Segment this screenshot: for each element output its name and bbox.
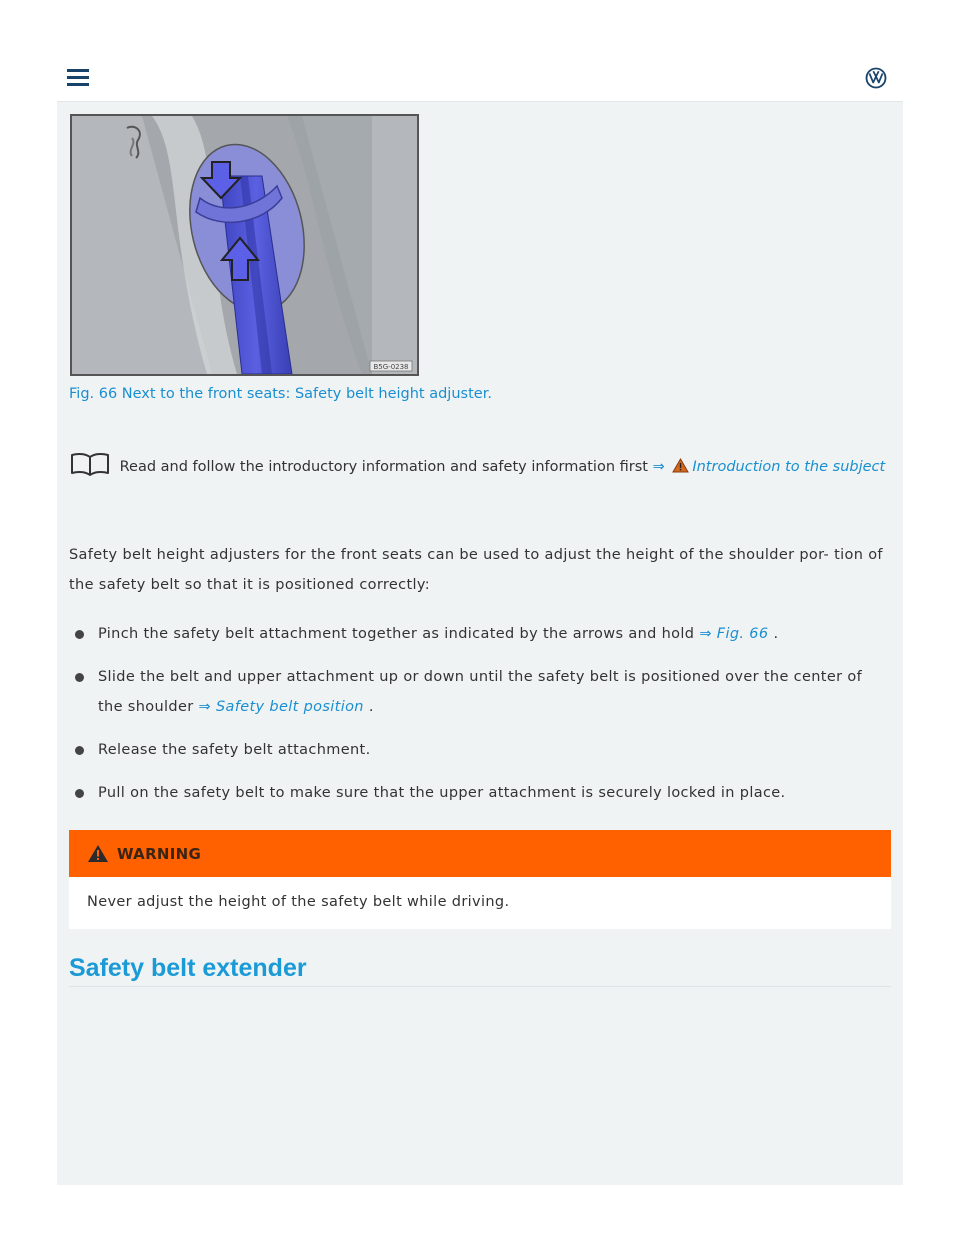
section-divider <box>69 986 891 987</box>
description-paragraph: Safety belt height adjusters for the front seats can be used to adjust the height of the shoulder por- tion of the safety belt so that it is positioned correctly: <box>69 547 883 593</box>
warning-triangle-icon <box>672 456 689 483</box>
vw-logo-icon[interactable] <box>865 67 887 89</box>
belt-adjuster-figure <box>70 114 419 376</box>
section-title: Safety belt extender <box>69 954 307 982</box>
book-icon <box>69 452 111 486</box>
list-item: Pinch the safety belt attachment together as indicated by the arrows and hold ⇒ Fig. 66 . <box>69 619 889 649</box>
warning-title: WARNING <box>117 844 202 863</box>
list-item: Release the safety belt attachment. <box>69 735 889 765</box>
warning-box <box>69 830 891 929</box>
intro-arrow: ⇒ <box>652 459 665 475</box>
intro-note <box>69 452 889 486</box>
top-bar <box>57 55 903 102</box>
figure-code: B5G-0238 <box>373 363 409 371</box>
warning-icon <box>87 844 109 863</box>
introduction-link[interactable]: Introduction to the subject <box>692 459 886 475</box>
warning-text: Never adjust the height of the safety belt while driving. <box>87 894 510 910</box>
figure-caption: Fig. 66 Next to the front seats: Safety belt height adjuster. <box>69 386 492 402</box>
intro-note-text: Read and follow the introductory information and safety information first <box>119 459 648 475</box>
content-area <box>57 102 903 1185</box>
safety-belt-position-link[interactable]: ⇒ Safety belt position <box>198 699 364 715</box>
hamburger-menu-icon[interactable] <box>67 69 89 87</box>
steps-list <box>69 619 889 821</box>
list-item: Slide the belt and upper attachment up or down until the safety belt is positioned over the center of the shoulder ⇒ Safety belt position . <box>69 662 889 722</box>
fig-66-link[interactable]: ⇒ Fig. 66 <box>699 626 769 642</box>
list-item: Pull on the safety belt to make sure that the upper attachment is securely locked in place. <box>69 778 889 808</box>
warning-header <box>69 830 891 877</box>
